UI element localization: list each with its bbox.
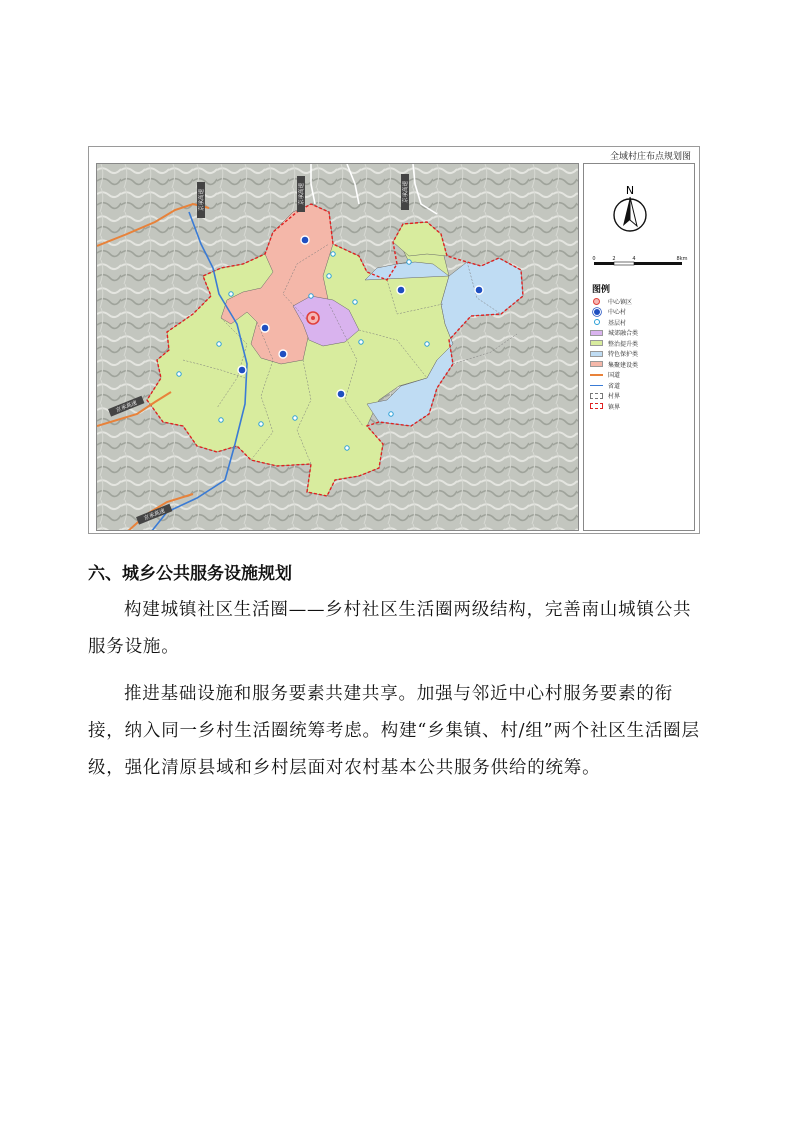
svg-text:N: N — [625, 184, 635, 197]
basic-village-marker — [331, 252, 335, 256]
map-figure — [88, 146, 700, 534]
svg-text:8km: 8km — [676, 256, 688, 262]
north-arrow-icon — [608, 184, 652, 236]
paragraph: 推进基础设施和服务要素共建共享。加强与邻近中心村服务要素的衔接，纳入同一乡村生活圈统筹考虑。构建“乡集镇、村/组”两个社区生活圈层级，强化清原县域和乡村层面对农村基本公共服务供给的统筹。 — [88, 684, 700, 778]
town-center-icon — [590, 297, 603, 305]
center-village-marker — [337, 390, 345, 398]
legend-title: 图例 — [592, 285, 611, 295]
legend-panel — [583, 163, 695, 531]
map-title: 全域村庄布点规划图 — [609, 152, 691, 162]
provincial-road-icon — [590, 382, 603, 388]
basic-village-marker — [229, 292, 233, 296]
basic-village-marker — [389, 412, 393, 416]
paragraph: 构建城镇社区生活圈——乡村社区生活圈两级结构，完善南山城镇公共服务设施。 — [88, 600, 692, 657]
svg-text:4: 4 — [632, 256, 636, 262]
basic-village-marker — [353, 300, 357, 304]
national-road-icon — [590, 372, 603, 378]
town-center-marker-dot — [311, 316, 315, 320]
center-village-icon — [590, 308, 603, 316]
legend-item-cluster: 集聚建设类 — [590, 359, 638, 370]
road-label-national — [297, 176, 305, 212]
svg-text:京承高速: 京承高速 — [299, 182, 305, 206]
basic-village-marker — [407, 260, 411, 264]
center-village-marker — [238, 366, 246, 374]
basic-village-marker — [293, 416, 297, 420]
legend-item-upgrade: 整治提升类 — [590, 338, 638, 349]
basic-village-marker — [327, 274, 331, 278]
road-label-national — [401, 174, 409, 210]
svg-text:京承高速: 京承高速 — [143, 508, 166, 522]
center-village-marker — [475, 286, 483, 294]
basic-village-marker — [217, 342, 221, 346]
center-village-marker — [261, 324, 269, 332]
svg-text:0: 0 — [592, 256, 596, 262]
svg-text:京承高速: 京承高速 — [115, 400, 138, 414]
basic-village-marker — [177, 372, 181, 376]
legend-item-town-center: 中心镇区 — [590, 296, 638, 307]
legend-item-provincial-road: 省道 — [590, 380, 638, 391]
legend-item-basic-village: 基层村 — [590, 317, 638, 328]
town-boundary-icon — [590, 403, 603, 409]
center-village-marker — [397, 286, 405, 294]
legend-item-town-boundary: 镇界 — [590, 401, 638, 412]
scale-bar — [590, 254, 690, 274]
upgrade-swatch — [590, 340, 603, 346]
basic-village-marker — [345, 446, 349, 450]
legend-item-national-road: 国道 — [590, 370, 638, 381]
legend-item-village-boundary: 村界 — [590, 391, 638, 402]
map-canvas — [96, 163, 579, 531]
road-label-national — [197, 182, 205, 218]
basic-village-marker — [219, 418, 223, 422]
svg-text:京承高速: 京承高速 — [403, 180, 409, 204]
suburban-swatch — [590, 330, 603, 336]
section-heading: 六、城乡公共服务设施规划 — [88, 564, 292, 584]
cluster-swatch — [590, 361, 603, 367]
legend-list — [590, 296, 638, 412]
basic-village-marker — [359, 340, 363, 344]
svg-text:京承高速: 京承高速 — [199, 188, 205, 212]
center-village-marker — [301, 236, 309, 244]
basic-village-marker — [309, 294, 313, 298]
legend-item-center-village: 中心村 — [590, 307, 638, 318]
basic-village-marker — [259, 422, 263, 426]
basic-village-marker — [425, 342, 429, 346]
svg-text:2: 2 — [612, 256, 616, 262]
protection-swatch — [590, 351, 603, 357]
legend-item-protection: 特色保护类 — [590, 349, 638, 360]
basic-village-icon — [590, 318, 603, 326]
center-village-marker — [279, 350, 287, 358]
legend-item-suburban: 城郊融合类 — [590, 328, 638, 339]
village-boundary-icon — [590, 393, 603, 399]
